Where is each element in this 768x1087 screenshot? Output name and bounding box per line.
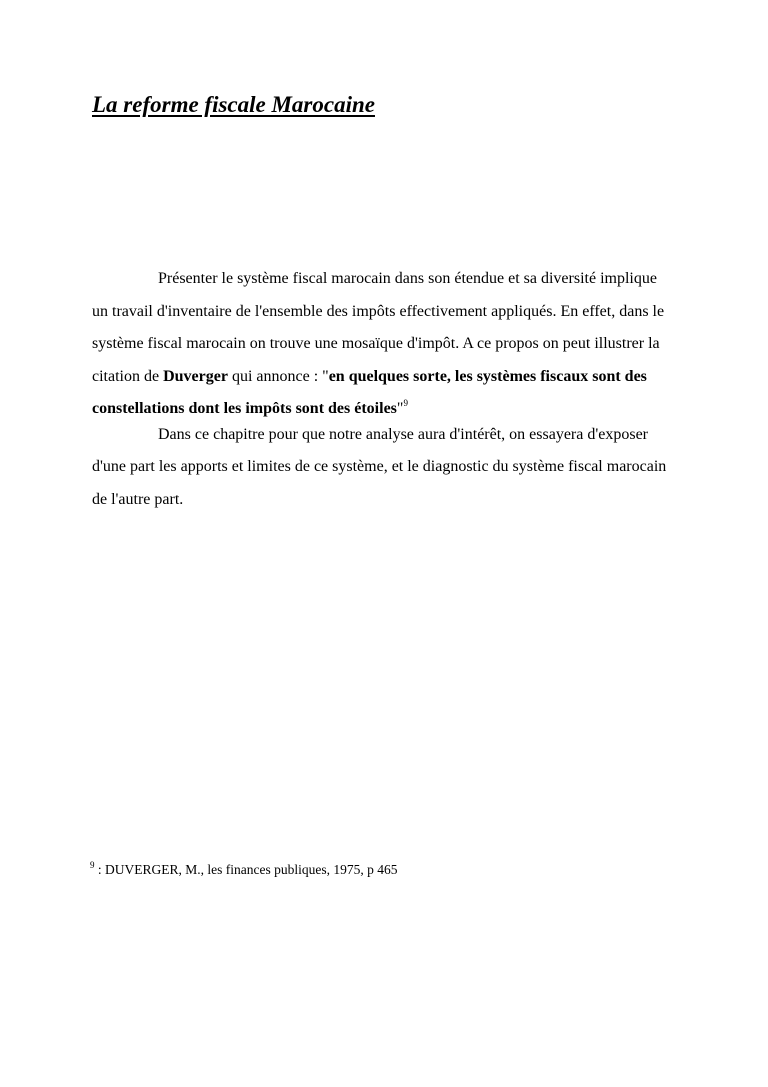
- paragraph-intro-text: Présenter le système fiscal marocain dans son étendue et sa diversité implique un travail d'inventaire de l'ensemble des impôts effectivement appliqués. En effet, dans le système fiscal marocain on trouve une mosaïque d'impôt. A ce propos on peut illustrer la citation de: [92, 270, 665, 385]
- author-name: Duverger: [163, 367, 228, 385]
- footnote-number: 9: [90, 860, 95, 870]
- announce-text: qui annonce : ": [227, 367, 329, 385]
- document-body: [92, 263, 672, 516]
- quotation: en quelques sorte, les systèmes fiscaux sont des constellations dont les impôts sont des étoiles: [92, 367, 647, 417]
- paragraph-chapter: Dans ce chapitre pour que notre analyse aura d'intérêt, on essayera d'exposer d'une part les apports et limites de ce système, et le diagnostic du système fiscal marocain de l'autre part.: [92, 425, 667, 508]
- document-title: La reforme fiscale Marocaine: [92, 92, 375, 117]
- footnote-text: : DUVERGER, M., les finances publiques, 1975, p 465: [94, 862, 398, 877]
- footnote-reference[interactable]: 9: [403, 398, 408, 408]
- quotation-close-mark: ": [396, 400, 404, 417]
- footnote: [90, 862, 397, 878]
- paragraph-intro: [92, 263, 672, 426]
